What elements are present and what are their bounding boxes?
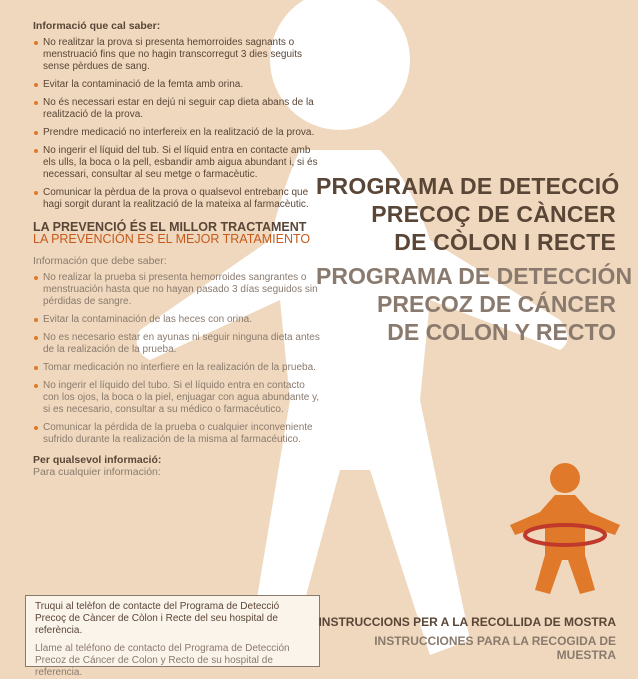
title-line: PROGRAMA DE DETECCIÓN	[316, 263, 633, 289]
catalan-info-list	[33, 37, 323, 211]
title-line: DE COLON Y RECTO	[387, 319, 616, 345]
contact-box	[25, 595, 320, 678]
contact-text-spanish: Llame al teléfono de contacto del Programa de Detección Precoz de Cáncer de Colon y Recto de su hospital de referencia.	[35, 643, 290, 678]
title-line: PRECOZ DE CÁNCER	[377, 291, 616, 317]
spanish-info-heading: Información que debe saber:	[33, 255, 167, 267]
spanish-info-list	[33, 272, 323, 446]
catalan-info-heading: Informació que cal saber:	[33, 20, 161, 32]
title-line: PROGRAMA DE DETECCIÓ	[316, 173, 620, 199]
instructions-title-spanish: INSTRUCCIONES PARA LA RECOGIDA DE MUESTRA	[374, 634, 616, 662]
list-item: No ingerir el líquido del tubo. Si el líquido entra en contacto con los ojos, la boca o la piel, enjuagar con agua abundante y, si es necesario, consultar a su médico o farmacéutico.	[33, 380, 323, 416]
title-catalan	[316, 172, 620, 256]
slogan-spanish: LA PREVENCIÓN ES EL MEJOR TRATAMIENTO	[33, 232, 311, 246]
list-item: Tomar medicación no interfiere en la realización de la prueba.	[33, 362, 323, 374]
list-item: No realitzar la prova si presenta hemorroides sagnants o menstruació fins que no hagin transcorregut 3 dies seguits sense pèrdues de sang.	[33, 37, 323, 73]
list-item: Comunicar la pérdida de la prueba o cualquier inconveniente sufrido durante la realización de la misma al farmacéutico.	[33, 422, 323, 446]
list-item: Comunicar la pèrdua de la prova o qualsevol entrebanc que hagi sorgit durant la realització de la mateixa al farmacèutic.	[33, 187, 323, 211]
title-line: DE CÒLON I RECTE	[394, 229, 616, 255]
list-item: Prendre medicació no interfereix en la realització de la prova.	[33, 127, 323, 139]
contact-text-catalan: Truqui al telèfon de contacte del Programa de Detecció Precoç de Càncer de Còlon i Recte del seu hospital de referència.	[35, 601, 280, 636]
slogan-catalan: LA PREVENCIÓ ÉS EL MILLOR TRACTAMENT	[33, 220, 307, 234]
title-line: PRECOÇ DE CÀNCER	[371, 201, 616, 227]
instructions-title-catalan: INSTRUCCIONS PER A LA RECOLLIDA DE MOSTRA	[318, 615, 616, 629]
left-text-column	[33, 20, 323, 478]
list-item: No és necessari estar en dejú ni seguir cap dieta abans de la realització de la prova.	[33, 97, 323, 121]
title-spanish	[316, 262, 633, 346]
list-item: Evitar la contaminació de la femta amb orina.	[33, 79, 323, 91]
list-item: No ingerir el líquid del tub. Si el líquid entra en contacte amb els ulls, la boca o la pell, esbandir amb aigua abundant i, si és necessari, consultar al seu metge o farmacèutic.	[33, 145, 323, 181]
list-item: Evitar la contaminación de las heces con orina.	[33, 314, 323, 326]
list-item: No realizar la prueba si presenta hemorroides sangrantes o menstruación hasta que no hayan pasado 3 días seguidos sin pérdidas de sangre.	[33, 272, 323, 308]
contact-heading-catalan: Per qualsevol informació:	[33, 454, 162, 466]
list-item: No es necesario estar en ayunas ni seguir ninguna dieta antes de la realización de la prueba.	[33, 332, 323, 356]
contact-heading-spanish: Para cualquier información:	[33, 466, 161, 478]
